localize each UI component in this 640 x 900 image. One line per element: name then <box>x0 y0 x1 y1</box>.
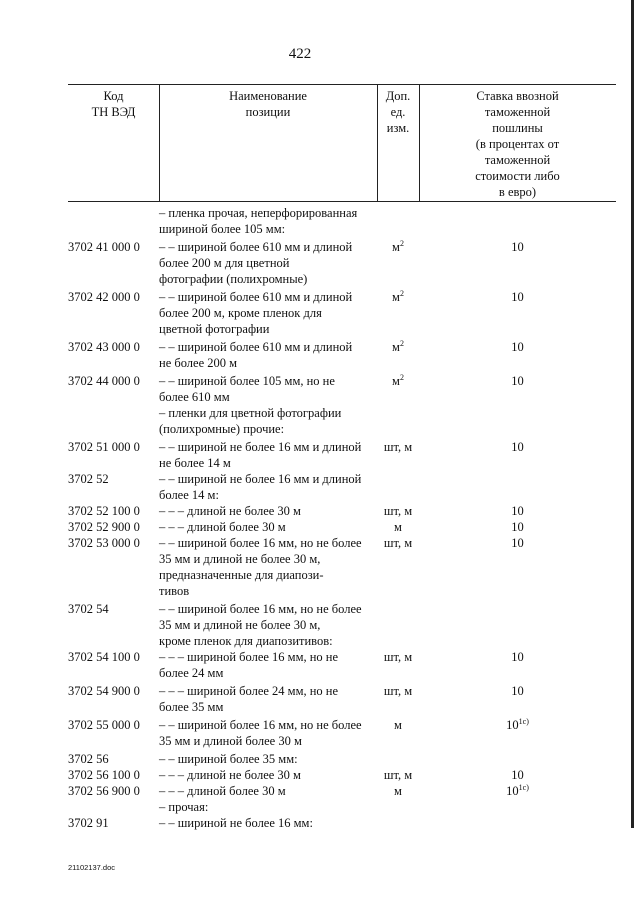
row-code: 3702 56 900 0 <box>68 784 140 798</box>
row-rate-cell <box>419 783 616 799</box>
row-code: 3702 91 <box>68 816 109 830</box>
row-rate-cell <box>419 239 616 255</box>
row-unit-cell <box>377 783 419 799</box>
row-code: 3702 52 900 0 <box>68 520 140 534</box>
row-rate: 10 <box>511 768 524 782</box>
row-code: 3702 51 000 0 <box>68 440 140 454</box>
row-description: – – – длиной не более 30 м <box>159 504 301 518</box>
row-rate: 10 <box>511 290 524 304</box>
row-code: 3702 42 000 0 <box>68 290 140 304</box>
row-rate-cell <box>419 339 616 355</box>
table-body <box>68 202 616 831</box>
row-unit-cell <box>377 683 419 699</box>
row-unit-cell <box>377 439 419 455</box>
row-code: 3702 56 100 0 <box>68 768 140 782</box>
table-row <box>68 405 616 437</box>
page-edge-line <box>631 0 634 828</box>
row-unit: м <box>394 520 402 534</box>
row-description: – пленка прочая, неперфорированная шириной более 105 мм: <box>159 206 358 236</box>
row-code: 3702 54 <box>68 602 109 616</box>
table-row <box>68 519 616 535</box>
row-unit-cell <box>377 373 419 389</box>
row-description: – – шириной не более 16 мм и длиной не более 14 м <box>159 440 362 470</box>
table-row <box>68 683 616 715</box>
row-unit: м <box>392 374 400 388</box>
row-rate-footnote: 1c) <box>518 716 529 726</box>
row-rate-cell <box>419 649 616 665</box>
row-rate-cell <box>419 503 616 519</box>
row-description: – – – длиной более 30 м <box>159 520 286 534</box>
row-unit: шт, м <box>383 504 413 518</box>
row-unit-superscript: 2 <box>399 238 404 248</box>
row-unit-cell <box>377 503 419 519</box>
table-row <box>68 205 616 237</box>
row-description: – – шириной не более 16 мм: <box>159 816 313 830</box>
row-rate-cell <box>419 767 616 783</box>
row-unit: шт, м <box>383 536 413 550</box>
row-description: – – шириной не более 16 мм и длиной более 14 м: <box>159 472 362 502</box>
row-description: – – шириной более 105 мм, но не более 610 мм <box>159 374 335 404</box>
row-rate: 10 <box>511 374 524 388</box>
table-row <box>68 239 616 287</box>
row-unit: шт, м <box>383 684 413 698</box>
header-name-cell <box>159 85 378 201</box>
row-description: – – шириной более 610 мм и длиной более 200 м, кроме пленок для цветной фотографии <box>159 290 353 336</box>
table-row <box>68 373 616 405</box>
table-row <box>68 717 616 749</box>
row-unit-superscript: 2 <box>399 372 404 382</box>
row-rate-cell <box>419 717 616 733</box>
row-code: 3702 52 <box>68 472 109 486</box>
page-number: 422 <box>288 46 312 62</box>
row-rate: 10 <box>511 440 524 454</box>
row-unit: шт, м <box>383 768 413 782</box>
row-unit-superscript: 2 <box>399 338 404 348</box>
row-unit-cell <box>377 519 419 535</box>
row-description: – – шириной более 610 мм и длиной не более 200 м <box>159 340 353 370</box>
table-row <box>68 783 616 799</box>
row-code: 3702 44 000 0 <box>68 374 140 388</box>
row-description: – прочая: <box>159 800 209 814</box>
row-rate-cell <box>419 519 616 535</box>
row-description: – пленки для цветной фотографии (полихромные) прочие: <box>159 406 342 436</box>
header-rate: Ставка ввозной таможенной пошлины (в процентах от таможенной стоимости либо в евро) <box>475 89 560 199</box>
table-row <box>68 751 616 767</box>
table-row <box>68 339 616 371</box>
row-rate: 10 <box>511 504 524 518</box>
row-description: – – – шириной более 24 мм, но не более 35 мм <box>159 684 339 714</box>
row-rate-footnote: 1c) <box>518 782 529 792</box>
row-rate: 10 <box>511 650 524 664</box>
row-code: 3702 54 100 0 <box>68 650 140 664</box>
file-name: 21102137.doc <box>68 863 115 872</box>
row-unit-cell <box>377 767 419 783</box>
row-rate: 10 <box>511 684 524 698</box>
row-rate-cell <box>419 439 616 455</box>
row-unit: м <box>392 340 400 354</box>
row-description: – – шириной более 16 мм, но не более 35 мм и длиной более 30 м <box>159 718 362 748</box>
table-row <box>68 289 616 337</box>
row-unit-superscript: 2 <box>399 288 404 298</box>
row-code: 3702 55 000 0 <box>68 718 140 732</box>
table-row <box>68 601 616 649</box>
row-rate-cell <box>419 373 616 389</box>
row-rate: 10 <box>511 536 524 550</box>
row-unit: шт, м <box>383 440 413 454</box>
table-row <box>68 799 616 815</box>
row-description: – – шириной более 16 мм, но не более 35 мм и длиной не более 30 м, предназначенные для диапози- тивов <box>159 536 362 598</box>
table-row <box>68 649 616 681</box>
row-rate: 10 <box>511 340 524 354</box>
row-unit: шт, м <box>383 650 413 664</box>
row-description: – – шириной более 35 мм: <box>159 752 298 766</box>
row-unit: м <box>394 784 402 798</box>
table-row <box>68 439 616 471</box>
row-unit: м <box>392 240 400 254</box>
table-row <box>68 815 616 831</box>
row-description: – – шириной более 610 мм и длиной более 200 м для цветной фотографии (полихромные) <box>159 240 353 286</box>
tariff-table <box>68 84 616 831</box>
row-description: – – – длиной не более 30 м <box>159 768 301 782</box>
row-unit-cell <box>377 717 419 733</box>
table-row <box>68 535 616 599</box>
row-rate: 10 <box>506 718 519 732</box>
row-code: 3702 54 900 0 <box>68 684 140 698</box>
header-rate-cell <box>419 85 616 201</box>
row-description: – – шириной более 16 мм, но не более 35 мм и длиной не более 30 м, кроме пленок для диапозитивов: <box>159 602 362 648</box>
row-code: 3702 56 <box>68 752 109 766</box>
table-row <box>68 767 616 783</box>
table-row <box>68 503 616 519</box>
row-rate: 10 <box>511 520 524 534</box>
table-header <box>68 84 616 202</box>
header-unit-cell <box>377 85 420 201</box>
header-code-cell <box>68 85 160 201</box>
row-rate: 10 <box>511 240 524 254</box>
header-code: Код ТН ВЭД <box>91 89 136 119</box>
row-rate-cell <box>419 289 616 305</box>
row-unit-cell <box>377 239 419 255</box>
row-description: – – – длиной более 30 м <box>159 784 286 798</box>
row-code: 3702 53 000 0 <box>68 536 140 550</box>
table-row <box>68 471 616 503</box>
row-unit: м <box>392 290 400 304</box>
row-unit: м <box>394 718 402 732</box>
row-code: 3702 52 100 0 <box>68 504 140 518</box>
header-name: Наименование позиции <box>229 89 307 119</box>
row-unit-cell <box>377 289 419 305</box>
row-unit-cell <box>377 339 419 355</box>
row-code: 3702 41 000 0 <box>68 240 140 254</box>
row-unit-cell <box>377 649 419 665</box>
row-rate: 10 <box>506 784 519 798</box>
row-description: – – – шириной более 16 мм, но не более 24 мм <box>159 650 339 680</box>
row-rate-cell <box>419 535 616 551</box>
row-rate-cell <box>419 683 616 699</box>
row-code: 3702 43 000 0 <box>68 340 140 354</box>
header-unit: Доп. ед. изм. <box>385 89 411 135</box>
row-unit-cell <box>377 535 419 551</box>
